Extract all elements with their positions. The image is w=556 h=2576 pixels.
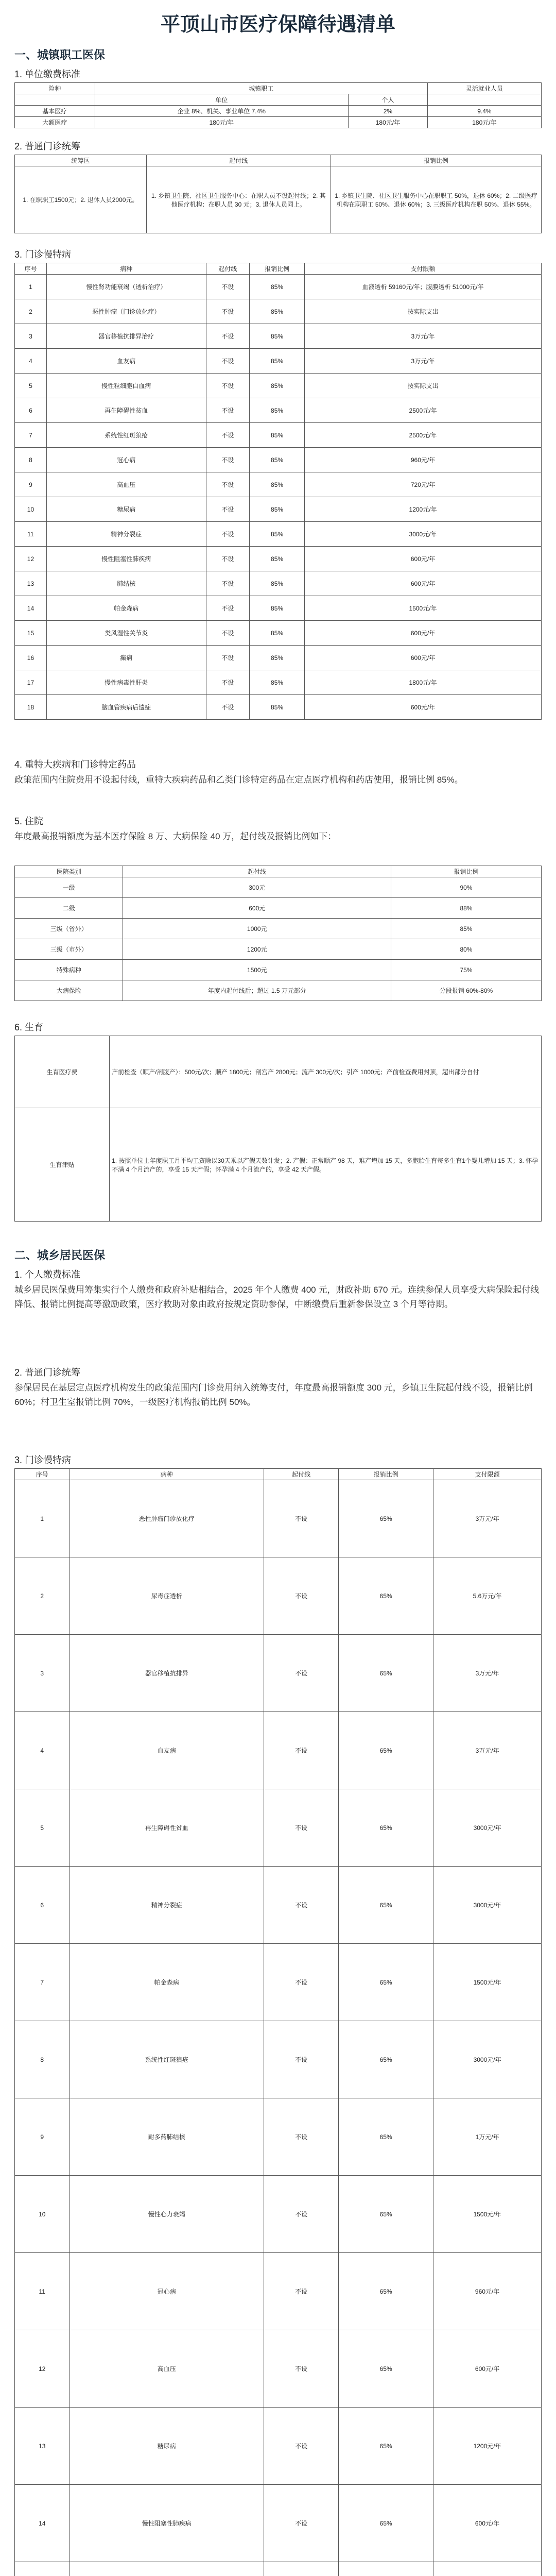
sub-heading: 3. 门诊慢特病 — [14, 249, 72, 260]
table-row — [15, 960, 542, 980]
table-cell: 600元/年 — [305, 646, 542, 670]
table-cell: 3万元/年 — [433, 1635, 542, 1712]
table-cell: 7 — [15, 423, 47, 448]
table-cell: 65% — [339, 1635, 433, 1712]
table-row — [15, 1557, 542, 1635]
table-row — [15, 349, 542, 374]
table-row — [15, 670, 542, 695]
paragraph: 政策范围内住院费用不设起付线，重特大疾病药品和乙类门诊特定药品在定点医疗机构和药店使用，报销比例 85%。 — [14, 775, 463, 785]
table-cell: 85% — [250, 423, 305, 448]
table-cell: 高血压 — [70, 2330, 264, 2408]
table-cell: 600元/年 — [305, 695, 542, 720]
table-cell: 720元/年 — [305, 472, 542, 497]
table-row — [15, 571, 542, 596]
table-cell: 85% — [250, 472, 305, 497]
contrib-table-wrap — [14, 82, 542, 128]
table-row — [15, 398, 542, 423]
table-cell: 600元/年 — [305, 621, 542, 646]
table-cell: 肺结核 — [46, 571, 206, 596]
table-cell: 特殊病种 — [15, 960, 123, 980]
table-cell: 不设 — [206, 324, 249, 349]
table-row: 大额医疗 180元/年 180元/年 180元/年 — [15, 117, 542, 128]
table-cell: 冠心病 — [70, 2253, 264, 2330]
table-cell: 不设 — [206, 547, 249, 571]
table-cell: 2 — [15, 299, 47, 324]
table-cell: 脑血管疾病后遗症 — [46, 695, 206, 720]
table-cell: 960元/年 — [305, 448, 542, 472]
table-cell: 3 — [15, 324, 47, 349]
table-cell — [70, 2562, 264, 2576]
table-cell — [264, 2562, 339, 2576]
table-row: 1. 在职职工1500元；2. 退休人员2000元。 1. 乡镇卫生院、社区卫生服务中心：在职人员不设起付线；2. 其他医疗机构：在职人员 30 元；3. 退休人员同上。 1. 乡镇卫生院、社区卫生服务中心在职职工 50%，退休 60%；2. 二级医疗机构在职职工 50%、退休 60%；3. 三级医疗机构在职 50%、退休 55%。 — [15, 166, 542, 233]
table-row — [15, 275, 542, 299]
sub-heading: 4. 重特大疾病和门诊特定药品 — [14, 759, 136, 770]
table-row — [15, 423, 542, 448]
maternity-table-wrap — [14, 1036, 542, 1222]
table-cell: 不设 — [264, 2176, 339, 2253]
table-cell: 15 — [15, 621, 47, 646]
table-cell: 3 — [15, 1635, 70, 1712]
table-cell: 9 — [15, 2098, 70, 2176]
table-row: 基本医疗 企业 8%、机关、事业单位 7.4% 2% 9.4% — [15, 106, 542, 117]
section-heading: 二、城乡居民医保 — [14, 1249, 106, 1262]
table-cell: 分段报销 60%-80% — [391, 980, 542, 1001]
table-cell: 85% — [250, 349, 305, 374]
table-cell: 尿毒症透析 — [70, 1557, 264, 1635]
table-cell: 不设 — [206, 448, 249, 472]
table-cell: 大病保险 — [15, 980, 123, 1001]
table-cell: 不设 — [264, 1480, 339, 1557]
table-cell: 器官移植抗排异治疗 — [46, 324, 206, 349]
table-cell: 85% — [250, 596, 305, 621]
table-cell: 不设 — [264, 1712, 339, 1789]
table-cell: 65% — [339, 2098, 433, 2176]
table-cell: 65% — [339, 1789, 433, 1867]
sub-heading: 5. 住院 — [14, 816, 44, 826]
table-cell: 血液透析 59160元/年；腹膜透析 51000元/年 — [305, 275, 542, 299]
table-cell: 300元 — [123, 877, 391, 898]
table-cell: 5 — [15, 1789, 70, 1867]
table-cell: 不设 — [264, 2408, 339, 2485]
table-cell: 85% — [250, 695, 305, 720]
table-cell: 18 — [15, 695, 47, 720]
sub-heading: 2. 普通门诊统筹 — [14, 1367, 81, 1378]
table-cell: 65% — [339, 2330, 433, 2408]
table-cell: 960元/年 — [433, 2253, 542, 2330]
table-row — [15, 2021, 542, 2098]
table-row: 生育医疗费 产前检查（顺产/剖腹产）：500元/次；顺产 1800元；剖宫产 2800元；流产 300元/次；引产 1000元；产前检查费用封顶，超出部分自付 — [15, 1036, 542, 1108]
table-row — [15, 939, 542, 960]
table-cell: 帕金森病 — [46, 596, 206, 621]
table-cell: 冠心病 — [46, 448, 206, 472]
table-row — [15, 2098, 542, 2176]
table-cell: 3万元/年 — [433, 1480, 542, 1557]
table-cell: 恶性肿瘤门诊放化疗 — [70, 1480, 264, 1557]
table-cell: 不设 — [206, 275, 249, 299]
table-cell: 3000元/年 — [433, 2021, 542, 2098]
table-cell: 再生障碍性贫血 — [46, 398, 206, 423]
table-cell: 85% — [250, 374, 305, 398]
table-row — [15, 2176, 542, 2253]
table-cell: 耐多药肺结核 — [70, 2098, 264, 2176]
table-row — [15, 497, 542, 522]
table-cell: 5 — [15, 374, 47, 398]
table-cell: 1500元/年 — [433, 1944, 542, 2021]
table-row — [15, 1635, 542, 1712]
table-cell: 不设 — [264, 1867, 339, 1944]
table-cell: 4 — [15, 349, 47, 374]
chronic-table: 序号 病种 起付线 报销比例 支付限额 1 恶性肿瘤门诊放化疗 不设 65% 3万元/年 2 尿毒症透析 不设 65% 5.6万元/年 3 器官移植抗排异 不设 65% 3万元/年 4 血友病 不设 65% 3万元/年 5 再生障碍性贫血 不设 65% 3000元/年 6 精神分裂症 不设 65% 3000元/年 7 帕金森病 不设 65% 1500元/年 8 系统性红斑狼疮 不设 65% 3000元/年 9 耐多药肺结核 不设 65% 1万元/年 10 慢性心力衰竭 不设 65% 1500元/年 11 冠心病 不设 65% 960元/年 12 高血压 不设 65% 600元/年 13 糖尿病 不设 65% 1200元/年 14 慢性阻塞性肺疾病 不设 65% 600元/年 — [14, 1468, 542, 2576]
table-cell: 3000元/年 — [305, 522, 542, 547]
table-cell: 14 — [15, 596, 47, 621]
table-cell: 85% — [250, 547, 305, 571]
table-cell: 14 — [15, 2485, 70, 2562]
table-cell: 不设 — [206, 299, 249, 324]
table-cell: 不设 — [206, 571, 249, 596]
table-cell: 慢性肾功能衰竭（透析治疗） — [46, 275, 206, 299]
table-cell: 12 — [15, 547, 47, 571]
table-cell: 8 — [15, 2021, 70, 2098]
table-cell: 85% — [250, 571, 305, 596]
table-cell: 85% — [250, 621, 305, 646]
sub-heading: 6. 生育 — [14, 1022, 44, 1032]
table-row — [15, 448, 542, 472]
table-cell: 3万元/年 — [305, 349, 542, 374]
table-cell: 慢性心力衰竭 — [70, 2176, 264, 2253]
table-cell: 65% — [339, 2253, 433, 2330]
table-row — [15, 2408, 542, 2485]
table-cell: 4 — [15, 1712, 70, 1789]
table-cell: 2 — [15, 1557, 70, 1635]
table-cell: 不设 — [264, 2253, 339, 2330]
table-cell: 1 — [15, 275, 47, 299]
table-row — [15, 2330, 542, 2408]
table-row — [15, 596, 542, 621]
table-cell: 1500元/年 — [433, 2176, 542, 2253]
table-cell — [433, 2562, 542, 2576]
table-row — [15, 374, 542, 398]
table-cell — [339, 2562, 433, 2576]
table-cell: 5.6万元/年 — [433, 1557, 542, 1635]
table-cell: 系统性红斑狼疮 — [46, 423, 206, 448]
table-row — [15, 2485, 542, 2562]
table-cell: 7 — [15, 1944, 70, 2021]
table-cell: 85% — [250, 299, 305, 324]
table-cell: 8 — [15, 448, 47, 472]
table-cell: 75% — [391, 960, 542, 980]
table-cell: 不设 — [206, 596, 249, 621]
chronic-table-wrap — [14, 1468, 542, 2576]
table-row — [15, 1789, 542, 1867]
table-cell: 不设 — [206, 497, 249, 522]
table-cell: 不设 — [264, 1557, 339, 1635]
table-cell: 13 — [15, 571, 47, 596]
table-cell: 65% — [339, 2408, 433, 2485]
table-cell: 不设 — [206, 472, 249, 497]
table-cell: 1800元/年 — [305, 670, 542, 695]
table-cell: 不设 — [206, 374, 249, 398]
table-cell: 高血压 — [46, 472, 206, 497]
table-cell: 600元/年 — [433, 2330, 542, 2408]
table-cell: 血友病 — [70, 1712, 264, 1789]
sub-heading: 2. 普通门诊统筹 — [14, 141, 81, 151]
table-cell: 不设 — [264, 1789, 339, 1867]
table-cell: 85% — [250, 275, 305, 299]
table-cell: 17 — [15, 670, 47, 695]
contrib-table: 险种 城镇职工 灵活就业人员 单位 个人 基本医疗 企业 8%、机关、事业单位 7.4% 2% 9.4% 大额医疗 180元/年 180元/年 180元/年 — [14, 82, 542, 128]
table-cell: 85% — [250, 646, 305, 670]
chronic-table: 序号 病种 起付线 报销比例 支付限额 1 慢性肾功能衰竭（透析治疗） 不设 85% 血液透析 59160元/年；腹膜透析 51000元/年 2 恶性肿瘤（门诊放化疗） 不设 85% 按实际支出 3 器官移植抗排异治疗 不设 85% 3万元/年 4 血友病 不设 85% 3万元/年 5 慢性粒细胞白血病 不设 85% 按实际支出 6 再生障碍性贫血 不设 85% 2500元/年 7 系统性红斑狼疮 不设 85% 2500元/年 8 冠心病 不设 85% 960元/年 9 高血压 不设 85% 720元/年 10 糖尿病 不设 85% 1200元/年 11 精神分裂症 不设 85% 3000元/年 12 慢性阻塞性肺疾病 不设 85% 600元/年 13 肺结核 不设 85% 600元/年 14 帕金森病 不设 85% 1500元/年 15 类风湿性关节炎 不设 85% 600元/年 16 癫痫 不设 85% 600元/年 17 慢性病毒性肝炎 不设 85% 1800元/年 18 脑血管疾病后遗症 不设 85% 600元/年 — [14, 263, 542, 720]
table-cell: 器官移植抗排异 — [70, 1635, 264, 1712]
table-cell: 系统性红斑狼疮 — [70, 2021, 264, 2098]
table-cell: 65% — [339, 1712, 433, 1789]
table-cell: 慢性粒细胞白血病 — [46, 374, 206, 398]
table-cell: 10 — [15, 2176, 70, 2253]
table-cell: 按实际支出 — [305, 374, 542, 398]
table-cell: 不设 — [264, 1944, 339, 2021]
table-cell: 不设 — [206, 646, 249, 670]
table-cell: 按实际支出 — [305, 299, 542, 324]
table-row — [15, 980, 542, 1001]
table-cell: 1500元/年 — [305, 596, 542, 621]
section-resident — [14, 1247, 542, 1263]
table-cell: 1500元 — [123, 960, 391, 980]
table-row — [15, 621, 542, 646]
table-cell: 85% — [250, 522, 305, 547]
table-cell: 90% — [391, 877, 542, 898]
table-cell: 一级 — [15, 877, 123, 898]
table-cell: 不设 — [206, 670, 249, 695]
table-cell: 65% — [339, 2176, 433, 2253]
table-cell: 血友病 — [46, 349, 206, 374]
table-row — [15, 2562, 542, 2576]
table-cell: 三级（省外） — [15, 919, 123, 939]
table-cell: 1 — [15, 1480, 70, 1557]
table-cell: 85% — [391, 919, 542, 939]
table-cell: 不设 — [264, 2485, 339, 2562]
inpatient-table: 医院类别 起付线 报销比例 一级 300元 90% 二级 600元 88% 三级（省外） 1000元 85% 三级（市外） 1200元 80% 特殊病种 1500元 75% 大病保险 年度内起付线后；超过 1.5 万元部分 分段报销 60%-80% — [14, 866, 542, 1001]
table-cell: 1万元/年 — [433, 2098, 542, 2176]
table-cell: 1000元 — [123, 919, 391, 939]
table-row — [15, 299, 542, 324]
sub-heading: 3. 门诊慢特病 — [14, 1455, 72, 1465]
table-cell: 65% — [339, 1557, 433, 1635]
table-row — [15, 695, 542, 720]
table-cell: 85% — [250, 324, 305, 349]
table-cell: 1200元 — [123, 939, 391, 960]
table-cell: 精神分裂症 — [70, 1867, 264, 1944]
outpatient-table-wrap — [14, 155, 542, 233]
table-row — [15, 1944, 542, 2021]
inpatient-table-wrap — [14, 866, 542, 1001]
table-cell: 不设 — [206, 522, 249, 547]
table-cell: 精神分裂症 — [46, 522, 206, 547]
table-cell: 帕金森病 — [70, 1944, 264, 2021]
table-cell: 13 — [15, 2408, 70, 2485]
table-cell: 88% — [391, 898, 542, 919]
table-row — [15, 324, 542, 349]
chronic-table-wrap — [14, 263, 542, 720]
table-cell: 6 — [15, 398, 47, 423]
table-row — [15, 547, 542, 571]
table-cell: 癫痫 — [46, 646, 206, 670]
table-cell: 2500元/年 — [305, 423, 542, 448]
table-row: 生育津贴 1. 按照单位上年度职工月平均工资除以30天乘以产假天数计发；2. 产假：正常顺产 98 天，难产增加 15 天，多胞胎生育每多生育1个婴儿增加 15 天；3. 怀孕不满 4 个月流产的，享受 15 天产假；怀孕满 4 个月流产的，享受 42 天产假。 — [15, 1108, 542, 1222]
maternity-table — [14, 1036, 542, 1222]
table-cell: 慢性病毒性肝炎 — [46, 670, 206, 695]
table-cell: 3万元/年 — [433, 1712, 542, 1789]
table-cell: 不设 — [206, 695, 249, 720]
table-cell: 恶性肿瘤（门诊放化疗） — [46, 299, 206, 324]
table-row — [15, 1712, 542, 1789]
table-row — [15, 472, 542, 497]
table-cell: 85% — [250, 497, 305, 522]
table-cell: 不设 — [206, 621, 249, 646]
table-cell: 16 — [15, 646, 47, 670]
table-cell: 类风湿性关节炎 — [46, 621, 206, 646]
table-row — [15, 2253, 542, 2330]
table-cell: 600元 — [123, 898, 391, 919]
table-cell: 不设 — [264, 1635, 339, 1712]
table-cell: 年度内起付线后；超过 1.5 万元部分 — [123, 980, 391, 1001]
table-cell: 慢性阻塞性肺疾病 — [46, 547, 206, 571]
table-row — [15, 1480, 542, 1557]
table-cell: 不设 — [206, 349, 249, 374]
table-cell: 600元/年 — [305, 547, 542, 571]
table-row — [15, 646, 542, 670]
table-cell: 600元/年 — [305, 571, 542, 596]
table-cell: 不设 — [206, 423, 249, 448]
table-cell: 85% — [250, 448, 305, 472]
table-cell: 65% — [339, 2485, 433, 2562]
table-cell: 三级（市外） — [15, 939, 123, 960]
table-cell: 2500元/年 — [305, 398, 542, 423]
page-title: 平顶山市医疗保障待遇清单 — [160, 14, 395, 36]
section-heading: 一、城镇职工医保 — [14, 48, 106, 61]
table-cell — [15, 2562, 70, 2576]
table-row — [15, 877, 542, 898]
table-cell: 65% — [339, 2021, 433, 2098]
table-cell: 二级 — [15, 898, 123, 919]
section-employee — [14, 46, 542, 62]
table-cell: 3000元/年 — [433, 1867, 542, 1944]
table-row — [15, 522, 542, 547]
table-cell: 9 — [15, 472, 47, 497]
table-row — [15, 919, 542, 939]
table-cell: 不设 — [264, 2098, 339, 2176]
table-cell: 65% — [339, 1944, 433, 2021]
paragraph: 年度最高报销额度为基本医疗保险 8 万、大病保险 40 万，起付线及报销比例如下： — [14, 832, 337, 841]
table-cell: 3000元/年 — [433, 1789, 542, 1867]
table-cell: 10 — [15, 497, 47, 522]
paragraph: 参保居民在基层定点医疗机构发生的政策范围内门诊费用纳入统筹支付，年度最高报销额度 300 元，乡镇卫生院起付线不设，报销比例 60%；村卫生室报销比例 70%，一级医疗机构报销比例 50%。 — [14, 1383, 533, 1407]
table-cell: 1200元/年 — [305, 497, 542, 522]
outpatient-table: 统筹区 起付线 报销比例 1. 在职职工1500元；2. 退休人员2000元。 1. 乡镇卫生院、社区卫生服务中心：在职人员不设起付线；2. 其他医疗机构：在职人员 30 元；3. 退休人员同上。 1. 乡镇卫生院、社区卫生服务中心在职职工 50%，退休 60%；2. 二级医疗机构在职职工 50%、退休 60%；3. 三级医疗机构在职 50%、退休 55%。 — [14, 155, 542, 233]
table-row — [15, 898, 542, 919]
table-cell: 80% — [391, 939, 542, 960]
table-cell: 11 — [15, 522, 47, 547]
table-cell: 1200元/年 — [433, 2408, 542, 2485]
table-cell: 65% — [339, 1867, 433, 1944]
table-cell: 不设 — [206, 398, 249, 423]
table-cell: 85% — [250, 398, 305, 423]
table-cell: 65% — [339, 1480, 433, 1557]
table-cell: 85% — [250, 670, 305, 695]
table-cell: 6 — [15, 1867, 70, 1944]
sub-heading: 1. 单位缴费标准 — [14, 69, 81, 79]
paragraph: 城乡居民医保费用筹集实行个人缴费和政府补贴相结合，2025 年个人缴费 400 元，财政补助 670 元。连续参保人员享受大病保险起付线降低、报销比例提高等激励政策，医疗救助对象由政府按规定资助参保，中断缴费后重新参保设立 3 个月等待期。 — [14, 1285, 540, 1309]
table-cell: 糖尿病 — [46, 497, 206, 522]
table-cell: 不设 — [264, 2021, 339, 2098]
table-cell: 11 — [15, 2253, 70, 2330]
table-cell: 糖尿病 — [70, 2408, 264, 2485]
table-row — [15, 1867, 542, 1944]
table-cell: 600元/年 — [433, 2485, 542, 2562]
table-cell: 慢性阻塞性肺疾病 — [70, 2485, 264, 2562]
table-cell: 12 — [15, 2330, 70, 2408]
header — [0, 0, 556, 36]
table-cell: 再生障碍性贫血 — [70, 1789, 264, 1867]
sub-heading: 1. 个人缴费标准 — [14, 1269, 81, 1280]
table-cell: 不设 — [264, 2330, 339, 2408]
table-cell: 3万元/年 — [305, 324, 542, 349]
